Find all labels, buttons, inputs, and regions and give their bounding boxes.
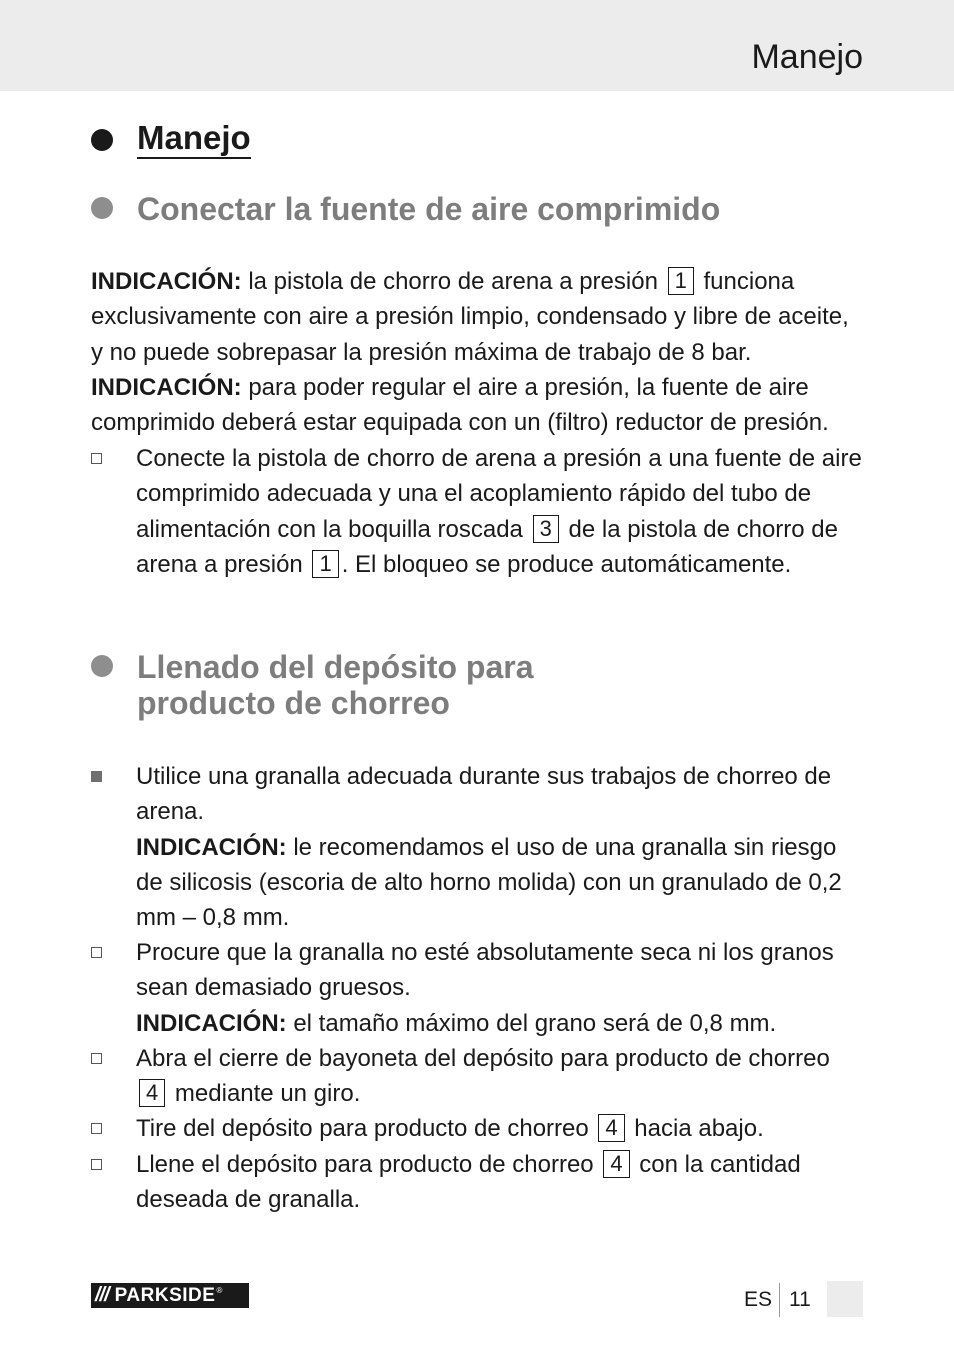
section-heading-text: Manejo [137,120,251,159]
subheading-text [137,649,534,721]
step-item [91,1111,865,1146]
part-reference: 4 [139,1079,165,1107]
part-reference: 3 [533,515,559,543]
step-text: . El bloqueo se produce automáticamente. [341,550,792,578]
footer-tab-marker [827,1281,863,1317]
checkbox-bullet-icon [91,453,102,464]
logo-registered: ® [216,1286,223,1295]
item-text: Utilice una granalla adecuada durante sus trabajos de chorreo de arena. [136,763,832,826]
step-text: Llene el depósito para producto de chorreo [136,1151,601,1178]
note-paragraph-2 [91,370,865,441]
part-reference: 4 [603,1150,629,1178]
bullet-dot-icon [91,129,113,151]
note-text: le recomendamos el uso de una granalla sin riesgo de silicosis (escoria de alto horno molida) con un granulado de 0,2 mm – 0,8 mm. [136,833,842,932]
subheading-text: Conectar la fuente de aire comprimido [137,191,721,227]
note-label: INDICACIÓN: [136,833,287,861]
logo-slashes: /// [95,1284,109,1306]
checkbox-bullet-icon [91,1159,102,1170]
checkbox-bullet-icon [91,1053,102,1064]
note-text: la pistola de chorro de arena a presión [241,268,665,295]
step-text: con la cantidad deseada de granalla. [136,1151,801,1214]
step-text: hacia abajo. [627,1115,764,1142]
note-text: el tamaño máximo del grano será de 0,8 mm. [286,1009,777,1037]
step-item [91,935,865,1041]
note-label: INDICACIÓN: [91,374,242,401]
footer-divider [779,1283,780,1317]
subheading-air-supply [91,191,720,227]
note-label: INDICACIÓN: [136,1009,287,1037]
subheading-line: producto de chorreo [137,685,450,721]
checkbox-bullet-icon [91,1123,102,1134]
step-item [91,1041,865,1112]
step-text: Abra el cierre de bayoneta del depósito para producto de chorreo [136,1045,830,1072]
part-reference: 1 [312,550,338,578]
bullet-dot-icon [91,197,113,219]
parkside-logo [91,1283,249,1308]
note-text: para poder regular el aire a presión, la fuente de aire comprimido deberá estar equipada con un (filtro) reductor de presión. [91,374,829,437]
part-reference: 4 [598,1114,624,1142]
subheading-line: Llenado del depósito para [137,649,534,685]
list-item [91,759,865,935]
page-number: 11 [789,1288,811,1311]
section-heading-manejo [91,120,251,159]
note-text: funciona exclusivamente con aire a presión limpio, condensado y libre de aceite, y no puede sobrepasar la presión máxima de trabajo de 8 bar. [91,268,849,366]
step-text: de la pistola de chorro de arena a presión [136,515,839,578]
square-bullet-icon [91,771,102,782]
note-label: INDICACIÓN: [91,268,242,295]
logo-brand: PARKSIDE [114,1284,216,1306]
bullet-dot-icon [91,655,113,677]
step-text: Procure que la granalla no esté absolutamente seca ni los granos sean demasiado gruesos. [136,939,834,1002]
step-text: mediante un giro. [168,1080,361,1108]
step-text: Conecte la pistola de chorro de arena a presión a una fuente de aire comprimido adecuada y una el acoplamiento rápido del tubo de alimentación con la boquilla roscada [136,445,862,543]
step-item [91,441,865,582]
checkbox-bullet-icon [91,947,102,958]
step-text: Tire del depósito para producto de chorreo [136,1115,596,1142]
part-reference: 1 [668,267,694,295]
step-item [91,1147,865,1218]
subheading-fill-container [91,649,534,721]
language-code: ES [744,1288,773,1311]
note-paragraph-1 [91,264,865,370]
page-header-title: Manejo [751,38,863,76]
